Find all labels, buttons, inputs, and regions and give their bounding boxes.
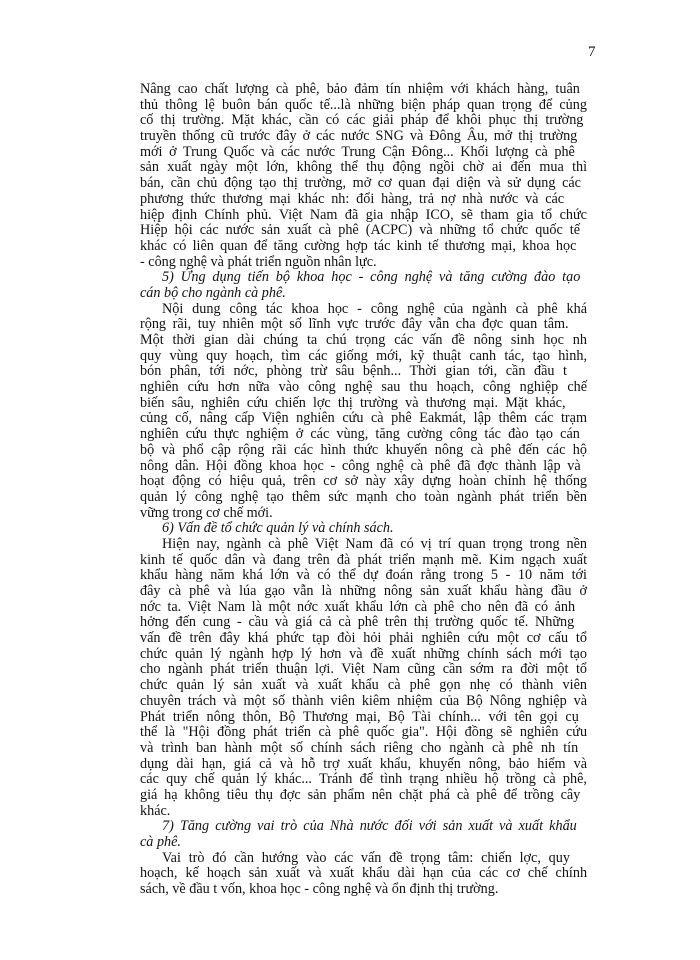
section-heading-line — [140, 819, 587, 835]
text-line — [140, 427, 587, 443]
line-text: khẩu hàng năm khá lớn và có thể dự đoán rằng trong 5 - 10 năm tới — [140, 567, 587, 584]
text-line — [140, 647, 587, 663]
line-text: thủ thông lệ buôn bán quốc tế...là những biện pháp quan trọng để củng — [140, 96, 587, 113]
text-line — [140, 882, 587, 898]
text-line — [140, 725, 587, 741]
line-text: dụng dài hạn, giá cả và hỗ trợ xuất khẩu, khuyến nông, bảo hiểm và — [140, 755, 587, 772]
text-line — [140, 615, 587, 631]
line-text: cố thị trường. Mặt khác, cần có các giải pháp để khôi phục thị trường — [140, 112, 584, 129]
line-text: hoạt động có hiệu quả, trên cơ sở này xây dựng hoàn chỉnh hệ thống — [140, 473, 588, 490]
text-line — [140, 459, 587, 475]
line-text: phương thức thương mại khác nh: đổi hàng, trả nợ nhà nước và các — [140, 190, 565, 207]
line-text: 5) Ứng dụng tiến bộ khoa học - công nghệ và tăng cường đào tạo — [162, 269, 581, 286]
text-line — [140, 239, 587, 255]
page-number: 7 — [588, 44, 596, 60]
line-text: quy vùng quy hoạch, tìm các giống mới, kỹ thuật canh tác, tạo hình, — [140, 347, 587, 364]
text-line — [140, 851, 587, 867]
line-text: thể là "Hội đồng phát triển cà phê quốc gia". Hội đồng sẽ nghiên cứu — [140, 724, 588, 741]
line-text: vững trong cơ chế mới. — [140, 504, 273, 521]
line-text: nớc ta. Việt Nam là một nớc xuất khẩu lớn cà phê cho nên đã có ảnh — [140, 598, 576, 615]
text-line — [140, 223, 587, 239]
text-line — [140, 396, 587, 412]
document-body — [140, 82, 587, 898]
text-line — [140, 490, 587, 506]
section-heading-line — [140, 835, 587, 851]
line-text: hởng đến cung - cầu và giá cả cà phê trên thị trường quốc tế. Những — [140, 614, 575, 631]
text-line — [140, 568, 587, 584]
line-text: quản lý công nghệ tạo thêm sức mạnh cho toàn ngành phát triển bền — [140, 488, 588, 505]
line-text: sản xuất ngày một lớn, không thể thụ động ngồi chờ ai đến mua thì — [140, 159, 588, 176]
text-line — [140, 192, 587, 208]
line-text: chức quản lý ngành hợp lý hơn và đề xuất những chính sách mới tạo — [140, 645, 587, 662]
text-line — [140, 98, 587, 114]
line-text: chuyên trách và một số thành viên kiêm nhiệm của Bộ Nông nghiệp và — [140, 692, 588, 709]
text-line — [140, 757, 587, 773]
text-line — [140, 553, 587, 569]
text-line — [140, 443, 587, 459]
line-text: sách, về đầu t vốn, khoa học - công nghệ và ổn định thị trường. — [140, 881, 499, 898]
line-text: Hiệp hội các nước sản xuất cà phê (ACPC) và những tổ chức quốc tế — [140, 222, 581, 239]
line-text: - công nghệ và phát triển nguồn nhân lực. — [140, 253, 377, 270]
line-text: Phát triển nông thôn, Bộ Thương mại, Bộ Tài chính... với tên gọi cụ — [140, 708, 579, 725]
line-text: hoạch, kế hoạch sản xuất và xuất khẩu dài hạn của các cơ chế chính — [140, 865, 588, 882]
text-line — [140, 208, 587, 224]
text-line — [140, 333, 587, 349]
line-text: bộ và phổ cập rộng rãi các hình thức khuyến nông cà phê đến các hộ — [140, 441, 587, 458]
text-line — [140, 506, 587, 522]
text-line — [140, 349, 587, 365]
line-text: khác. — [140, 802, 171, 819]
line-text: Một thời gian dài chúng ta chú trọng các vấn đề nông sinh học nh — [140, 332, 587, 348]
line-text: mới ở Trung Quốc và các nước Trung Cận Đông... Khối lượng cà phê — [140, 143, 575, 160]
text-line — [140, 411, 587, 427]
text-line — [140, 474, 587, 490]
text-line — [140, 160, 587, 176]
line-text: Nội dung công tác khoa học - công nghệ của ngành cà phê khá — [162, 300, 588, 317]
text-line — [140, 364, 587, 380]
line-text: hiệp định Chính phủ. Việt Nam đã gia nhập ICO, sẽ tham gia tổ chức — [140, 206, 587, 223]
line-text: nghiên cứu thực nghiệm ở các vùng, tăng cường công tác đào tạo cán — [140, 426, 580, 443]
line-text: bón phân, tới nớc, phòng trừ sâu bệnh... Thời gian tới, cần đầu t — [140, 363, 567, 380]
line-text: cho ngành phát triển thuận lợi. Việt Nam cũng cần sớm ra đời một tổ — [140, 661, 587, 678]
line-text: củng cố, nâng cấp Viện nghiên cứu cà phê Eakmát, lập thêm các trạm — [140, 410, 587, 427]
line-text: nghiên cứu hơn nữa vào công nghệ sau thu hoạch, công nghiệp chế — [140, 379, 588, 396]
section-heading-line — [140, 270, 587, 286]
text-line — [140, 662, 587, 678]
text-line — [140, 804, 587, 820]
line-text: kinh tế quốc dân và đang trên đà phát triển mạnh mẽ. Kim ngạch xuất — [140, 551, 588, 568]
text-line — [140, 694, 587, 710]
line-text: biến sâu, nghiên cứu chiến lợc thị trường và thương mại. Mặt khác, — [140, 394, 566, 411]
line-text: Hiện nay, ngành cà phê Việt Nam đã có vị trí quan trọng trong nền — [162, 535, 587, 552]
line-text: các quy chế quản lý khác... Tránh để tình trạng nhiều hộ trồng cà phê, — [140, 771, 587, 788]
text-line — [140, 866, 587, 882]
text-line — [140, 129, 587, 145]
line-text: khác có liên quan để tăng cường hợp tác kinh tế thương mại, khoa học — [140, 237, 577, 254]
line-text: truyền thống cũ trước đây ở các nước SNG và Đông Âu, mở thị trường — [140, 128, 578, 145]
text-line — [140, 788, 587, 804]
text-line — [140, 82, 587, 98]
text-line — [140, 302, 587, 318]
line-text: giá hạ không tiêu thụ đợc sản phẩm nên chặt phá cà phê để trồng cây — [140, 786, 581, 803]
line-text: vấn đề trên đây khá phức tạp đòi hỏi phải nghiên cứu một cơ cấu tổ — [140, 630, 587, 647]
text-line — [140, 145, 587, 161]
text-line — [140, 317, 587, 333]
line-text: 6) Vấn đề tổ chức quản lý và chính sách. — [162, 520, 394, 537]
text-line — [140, 678, 587, 694]
line-text: Vai trò đó cần hướng vào các vấn đề trọng tâm: chiến lợc, quy — [162, 849, 570, 866]
line-text: bán, cần chủ động tạo thị trường, mở cơ quan đại diện và sử dụng các — [140, 175, 581, 192]
text-line — [140, 584, 587, 600]
section-heading-line — [140, 286, 587, 302]
line-text: rộng rãi, tuy nhiên một số lĩnh vực trước đây vẫn cha đợc quan tâm. — [140, 316, 569, 333]
line-text: Nâng cao chất lượng cà phê, bảo đảm tín nhiệm với khách hàng, tuân — [140, 81, 580, 97]
text-line — [140, 710, 587, 726]
text-line — [140, 741, 587, 757]
line-text: đây cà phê và lúa gạo vẫn là những nông sản xuất khẩu hàng đầu ở — [140, 583, 587, 599]
text-line — [140, 537, 587, 553]
line-text: cà phê. — [140, 834, 181, 850]
line-text: nông dân. Hội đồng khoa học - công nghệ cà phê đã đợc thành lập và — [140, 457, 581, 474]
text-line — [140, 176, 587, 192]
line-text: chức quản lý sản xuất và xuất khẩu cà phê gọn nhẹ có thành viên — [140, 677, 587, 694]
text-line — [140, 255, 587, 271]
text-line — [140, 600, 587, 616]
text-line — [140, 772, 587, 788]
line-text: cán bộ cho ngành cà phê. — [140, 284, 286, 301]
text-line — [140, 113, 587, 129]
line-text: và trình ban hành một số chính sách riêng cho ngành cà phê nh tín — [140, 739, 579, 756]
text-line — [140, 631, 587, 647]
text-line — [140, 380, 587, 396]
line-text: 7) Tăng cường vai trò của Nhà nước đối với sản xuất và xuất khẩu — [162, 818, 577, 835]
section-heading-line — [140, 521, 587, 537]
